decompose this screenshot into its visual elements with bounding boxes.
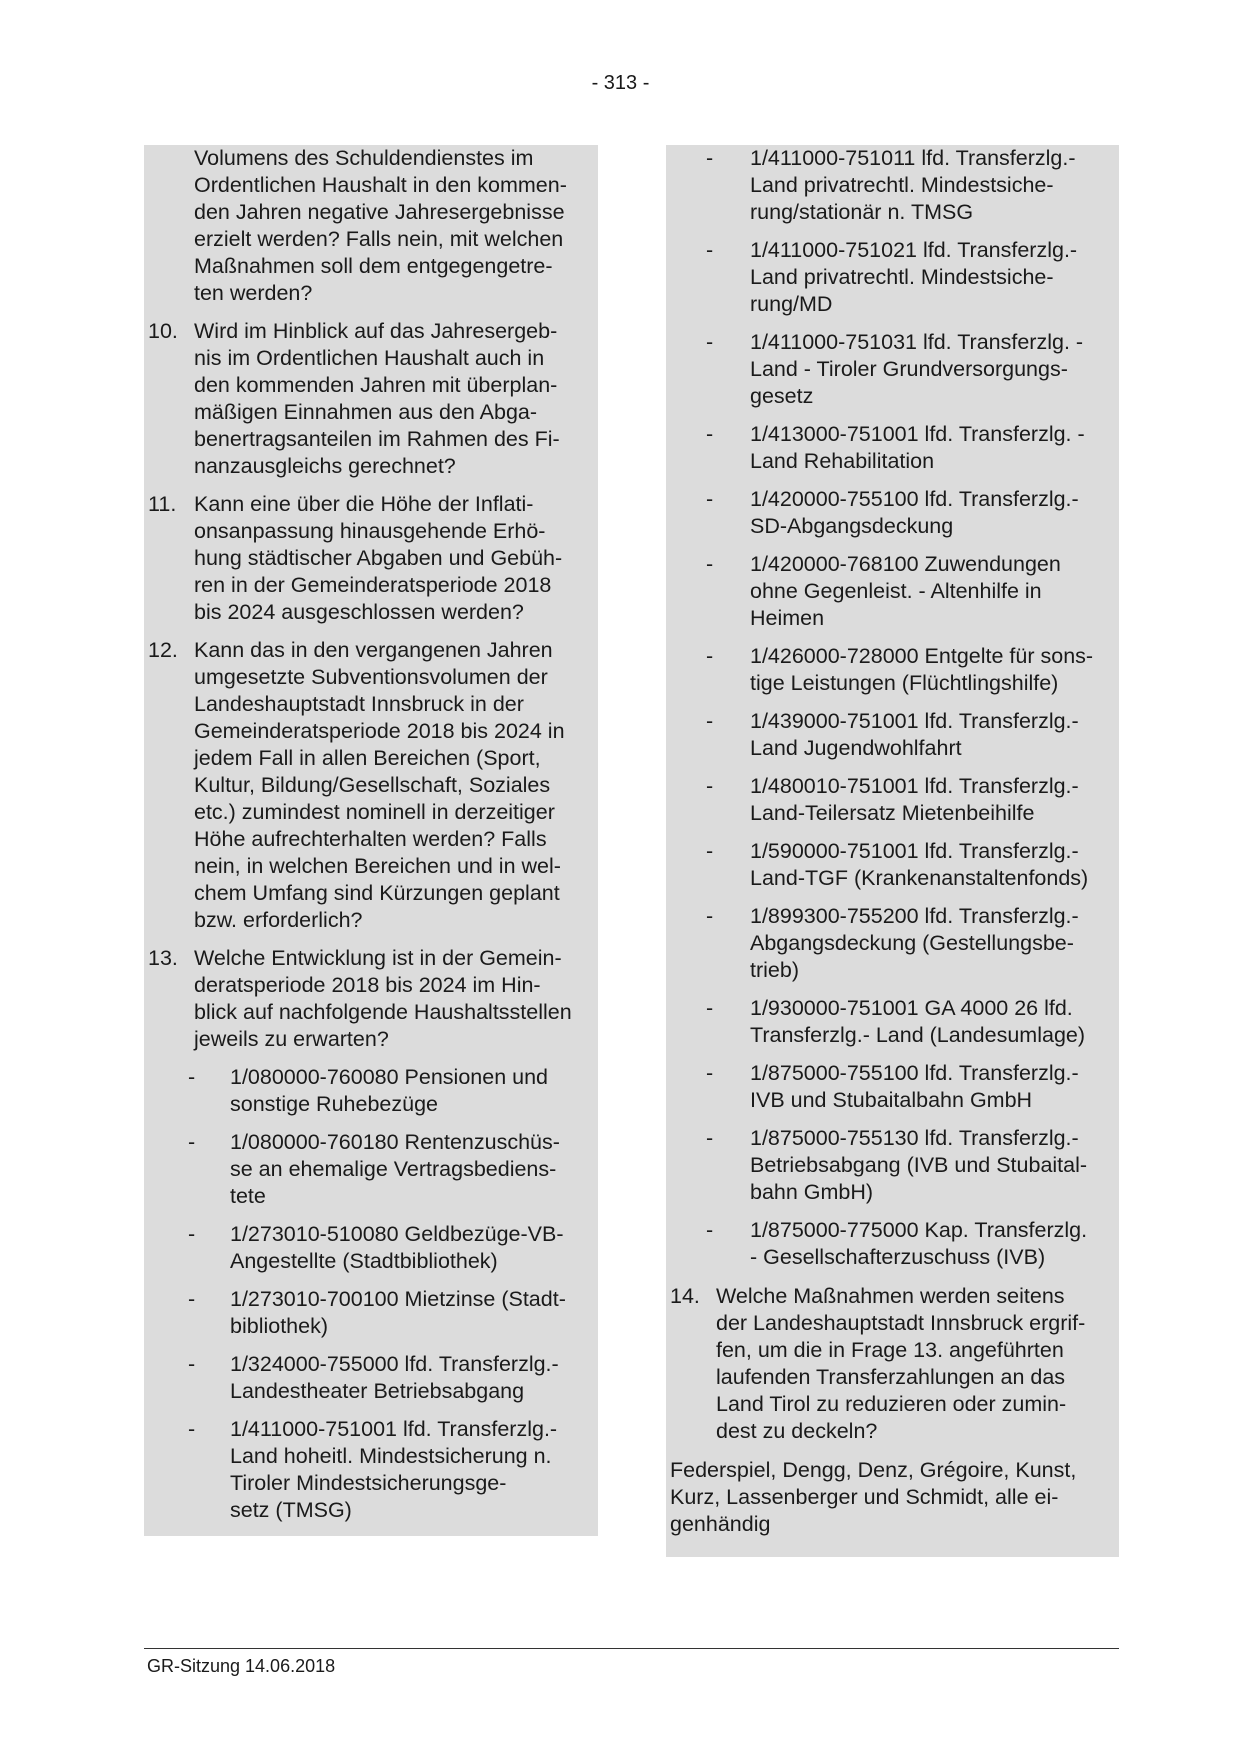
dash-bullet: -: [706, 330, 714, 354]
text-line: Maßnahmen soll dem entgegengetre-: [194, 254, 553, 278]
text-line: 1/875000-755130 lfd. Transferzlg.-: [750, 1126, 1079, 1150]
text-line: den Jahren negative Jahresergebnisse: [194, 200, 565, 224]
text-line: laufenden Transferzahlungen an das: [716, 1365, 1066, 1389]
text-line: Landestheater Betriebsabgang: [230, 1379, 525, 1403]
list-item: [144, 1221, 598, 1275]
question-13: [144, 945, 598, 1053]
text-line: umgesetzte Subventionsvolumen der: [194, 665, 548, 689]
list-item: [144, 1416, 598, 1524]
text-line: Höhe aufrechterhalten werden? Falls: [194, 827, 547, 851]
dash-bullet: -: [188, 1130, 196, 1154]
list-item: [666, 551, 1119, 632]
text-line: Land privatrechtl. Mindestsiche-: [750, 173, 1054, 197]
text-line: mäßigen Einnahmen aus den Abga-: [194, 400, 538, 424]
list-item: [666, 838, 1119, 892]
dash-bullet: -: [188, 1352, 196, 1376]
text-line: onsanpassung hinausgehende Erhö-: [194, 519, 546, 543]
text-line: trieb): [750, 958, 799, 982]
question-10: [144, 318, 598, 480]
dash-bullet: -: [188, 1417, 196, 1441]
left-column: [144, 145, 598, 1536]
dash-bullet: -: [706, 996, 714, 1020]
text-line: 1/273010-510080 Geldbezüge-VB-: [230, 1222, 564, 1246]
dash-bullet: -: [706, 552, 714, 576]
text-line: Land hoheitl. Mindestsicherung n.: [230, 1444, 552, 1468]
list-item: [144, 1129, 598, 1210]
text-line: bzw. erforderlich?: [194, 908, 363, 932]
text-line: 1/439000-751001 lfd. Transferzlg.-: [750, 709, 1079, 733]
dash-bullet: -: [706, 709, 714, 733]
text-line: den kommenden Jahren mit überplan-: [194, 373, 558, 397]
list-item: [666, 1125, 1119, 1206]
text-line: jedem Fall in allen Bereichen (Sport,: [194, 746, 541, 770]
text-line: 1/411000-751001 lfd. Transferzlg.-: [230, 1417, 558, 1441]
dash-bullet: -: [706, 238, 714, 262]
text-line: Angestellte (Stadtbibliothek): [230, 1249, 498, 1273]
dash-bullet: -: [706, 774, 714, 798]
text-line: 1/480010-751001 lfd. Transferzlg.-: [750, 774, 1079, 798]
text-line: Federspiel, Dengg, Denz, Grégoire, Kunst,: [670, 1458, 1077, 1482]
list-item: [144, 1351, 598, 1405]
question-number: 10.: [148, 319, 178, 343]
text-line: Land Tirol zu reduzieren oder zumin-: [716, 1392, 1067, 1416]
question-14: [666, 1283, 1119, 1445]
list-item: [144, 1286, 598, 1340]
text-line: 1/411000-751031 lfd. Transferzlg. -: [750, 330, 1084, 354]
text-line: hung städtischer Abgaben und Gebüh-: [194, 546, 563, 570]
text-line: Landeshauptstadt Innsbruck in der: [194, 692, 524, 716]
text-line: 1/930000-751001 GA 4000 26 lfd.: [750, 996, 1073, 1020]
footer-text: GR-Sitzung 14.06.2018: [147, 1656, 336, 1676]
list-item: [666, 773, 1119, 827]
text-line: Betriebsabgang (IVB und Stubaital-: [750, 1153, 1088, 1177]
list-item: [666, 145, 1119, 226]
question-number: 12.: [148, 638, 178, 662]
dash-bullet: -: [706, 487, 714, 511]
right-column: [666, 145, 1119, 1557]
text-line: sonstige Ruhebezüge: [230, 1092, 438, 1116]
text-line: rung/stationär n. TMSG: [750, 200, 974, 224]
list-item: [666, 486, 1119, 540]
text-line: dest zu deckeln?: [716, 1419, 878, 1443]
text-line: Land privatrechtl. Mindestsiche-: [750, 265, 1054, 289]
text-line: Ordentlichen Haushalt in den kommen-: [194, 173, 567, 197]
text-line: 1/413000-751001 lfd. Transferzlg. -: [750, 422, 1085, 446]
text-line: 1/899300-755200 lfd. Transferzlg.-: [750, 904, 1079, 928]
dash-bullet: -: [706, 422, 714, 446]
list-item: [666, 421, 1119, 475]
text-line: ren in der Gemeinderatsperiode 2018: [194, 573, 552, 597]
list-item: [666, 995, 1119, 1049]
text-line: Kann das in den vergangenen Jahren: [194, 638, 553, 662]
text-line: nanzausgleichs gerechnet?: [194, 454, 456, 478]
text-line: Wird im Hinblick auf das Jahresergeb-: [194, 319, 558, 343]
text-line: tige Leistungen (Flüchtlingshilfe): [750, 671, 1059, 695]
dash-bullet: -: [706, 1126, 714, 1150]
text-line: bahn GmbH): [750, 1180, 874, 1204]
text-line: Tiroler Mindestsicherungsge-: [230, 1471, 507, 1495]
text-line: - Gesellschafterzuschuss (IVB): [750, 1245, 1046, 1269]
text-line: jeweils zu erwarten?: [194, 1027, 389, 1051]
page-number: - 313 -: [591, 72, 650, 94]
question-continuation: [144, 145, 598, 307]
text-line: Kultur, Bildung/Gesellschaft, Soziales: [194, 773, 551, 797]
text-line: 1/080000-760080 Pensionen und: [230, 1065, 549, 1089]
text-line: blick auf nachfolgende Haushaltsstellen: [194, 1000, 572, 1024]
text-line: 1/324000-755000 lfd. Transferzlg.-: [230, 1352, 559, 1376]
list-item: [666, 643, 1119, 697]
list-item: [144, 1064, 598, 1118]
text-line: Heimen: [750, 606, 825, 630]
text-line: nis im Ordentlichen Haushalt auch in: [194, 346, 545, 370]
text-line: 1/875000-775000 Kap. Transferzlg.: [750, 1218, 1088, 1242]
text-line: erzielt werden? Falls nein, mit welchen: [194, 227, 564, 251]
dash-bullet: -: [706, 644, 714, 668]
question-number: 13.: [148, 946, 178, 970]
dash-bullet: -: [188, 1287, 196, 1311]
text-line: rung/MD: [750, 292, 833, 316]
dash-bullet: -: [706, 146, 714, 170]
signatories: [666, 1457, 1119, 1538]
list-item: [666, 903, 1119, 984]
dash-bullet: -: [188, 1065, 196, 1089]
text-line: Gemeinderatsperiode 2018 bis 2024 in: [194, 719, 565, 743]
text-line: 1/420000-768100 Zuwendungen: [750, 552, 1061, 576]
text-line: 1/420000-755100 lfd. Transferzlg.-: [750, 487, 1079, 511]
question-number: 11.: [148, 492, 177, 516]
footer-divider: [144, 1648, 1119, 1649]
dash-bullet: -: [188, 1222, 196, 1246]
text-line: Kann eine über die Höhe der Inflati-: [194, 492, 534, 516]
text-line: Volumens des Schuldendienstes im: [194, 146, 534, 170]
text-line: bibliothek): [230, 1314, 328, 1338]
text-line: bis 2024 ausgeschlossen werden?: [194, 600, 524, 624]
text-line: etc.) zumindest nominell in derzeitiger: [194, 800, 555, 824]
text-line: benertragsanteilen im Rahmen des Fi-: [194, 427, 560, 451]
text-line: Abgangsdeckung (Gestellungsbe-: [750, 931, 1074, 955]
text-line: SD-Abgangsdeckung: [750, 514, 954, 538]
list-item: [666, 1217, 1119, 1271]
question-number: 14.: [670, 1284, 700, 1308]
text-line: chem Umfang sind Kürzungen geplant: [194, 881, 560, 905]
dash-bullet: -: [706, 904, 714, 928]
text-line: 1/080000-760180 Rentenzuschüs-: [230, 1130, 560, 1154]
question-12: [144, 637, 598, 934]
budget-item-list: [144, 1064, 598, 1524]
text-line: Kurz, Lassenberger und Schmidt, alle ei-: [670, 1485, 1059, 1509]
text-line: Land Jugendwohlfahrt: [750, 736, 962, 760]
text-line: nein, in welchen Bereichen und in wel-: [194, 854, 561, 878]
text-line: Welche Entwicklung ist in der Gemein-: [194, 946, 562, 970]
text-line: 1/411000-751011 lfd. Transferzlg.-: [750, 146, 1076, 170]
text-line: tete: [230, 1184, 266, 1208]
text-line: genhändig: [670, 1512, 771, 1536]
text-line: fen, um die in Frage 13. angeführten: [716, 1338, 1064, 1362]
dash-bullet: -: [706, 1061, 714, 1085]
list-item: [666, 1060, 1119, 1114]
text-line: 1/590000-751001 lfd. Transferzlg.-: [750, 839, 1079, 863]
list-item: [666, 708, 1119, 762]
text-line: Land-TGF (Krankenanstaltenfonds): [750, 866, 1089, 890]
dash-bullet: -: [706, 1218, 714, 1242]
text-line: deratsperiode 2018 bis 2024 im Hin-: [194, 973, 541, 997]
question-11: [144, 491, 598, 626]
text-line: gesetz: [750, 384, 814, 408]
text-line: 1/875000-755100 lfd. Transferzlg.-: [750, 1061, 1079, 1085]
text-line: der Landeshauptstadt Innsbruck ergrif-: [716, 1311, 1086, 1335]
text-line: IVB und Stubaitalbahn GmbH: [750, 1088, 1033, 1112]
text-line: se an ehemalige Vertragsbediens-: [230, 1157, 557, 1181]
text-line: setz (TMSG): [230, 1498, 352, 1522]
dash-bullet: -: [706, 839, 714, 863]
list-item: [666, 237, 1119, 318]
text-line: Transferzlg.- Land (Landesumlage): [750, 1023, 1086, 1047]
text-line: Land Rehabilitation: [750, 449, 935, 473]
list-item: [666, 329, 1119, 410]
text-line: Welche Maßnahmen werden seitens: [716, 1284, 1065, 1308]
text-line: 1/273010-700100 Mietzinse (Stadt-: [230, 1287, 566, 1311]
text-line: 1/426000-728000 Entgelte für sons-: [750, 644, 1094, 668]
text-line: Land - Tiroler Grundversorgungs-: [750, 357, 1068, 381]
text-line: ten werden?: [194, 281, 313, 305]
text-line: Land-Teilersatz Mietenbeihilfe: [750, 801, 1035, 825]
text-line: ohne Gegenleist. - Altenhilfe in: [750, 579, 1042, 603]
text-line: 1/411000-751021 lfd. Transferzlg.-: [750, 238, 1078, 262]
